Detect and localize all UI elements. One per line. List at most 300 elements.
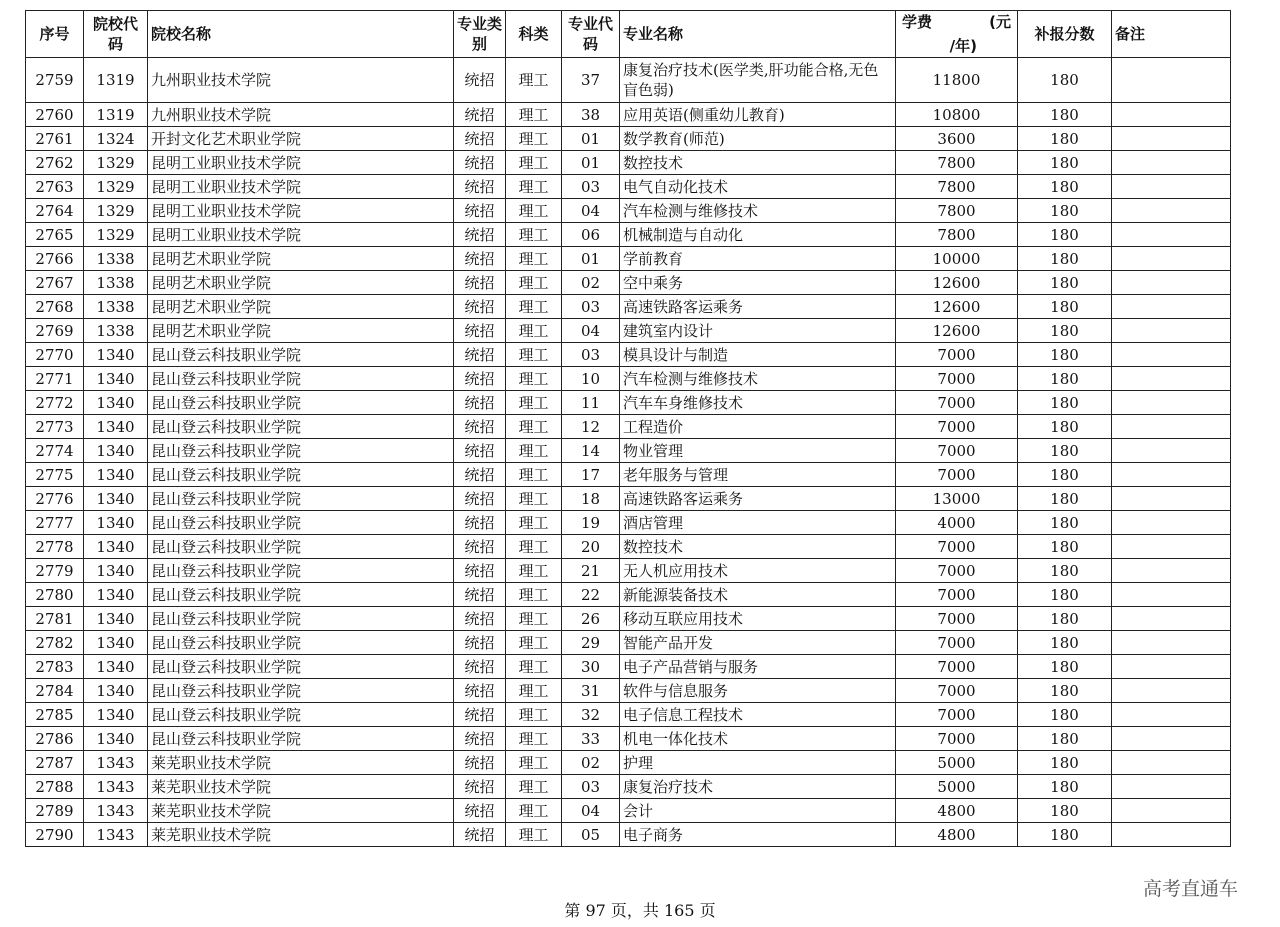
- cell-major-name: 康复治疗技术: [620, 775, 896, 799]
- cell-major-type: 统招: [454, 703, 506, 727]
- cell-fee: 7800: [896, 175, 1018, 199]
- cell-remark: [1112, 58, 1231, 103]
- header-score: 补报分数: [1018, 11, 1112, 58]
- cell-school-code: 1340: [84, 679, 148, 703]
- header-major-code: 专业代码: [562, 11, 620, 58]
- cell-school-name: 昆明艺术职业学院: [148, 271, 454, 295]
- cell-seq: 2759: [26, 58, 84, 103]
- cell-major-name: 高速铁路客运乘务: [620, 295, 896, 319]
- cell-major-name: 应用英语(侧重幼儿教育): [620, 103, 896, 127]
- cell-seq: 2778: [26, 535, 84, 559]
- cell-major-type: 统招: [454, 751, 506, 775]
- cell-school-code: 1338: [84, 295, 148, 319]
- cell-seq: 2761: [26, 127, 84, 151]
- header-fee-label: 学费: [902, 13, 933, 31]
- cell-seq: 2780: [26, 583, 84, 607]
- cell-score: 180: [1018, 823, 1112, 847]
- cell-major-name: 高速铁路客运乘务: [620, 487, 896, 511]
- cell-school-code: 1340: [84, 655, 148, 679]
- cell-major-type: 统招: [454, 295, 506, 319]
- cell-category: 理工: [506, 823, 562, 847]
- table-row: [26, 439, 1231, 463]
- header-fee: [896, 11, 1018, 58]
- cell-major-type: 统招: [454, 631, 506, 655]
- cell-remark: [1112, 103, 1231, 127]
- cell-score: 180: [1018, 631, 1112, 655]
- cell-seq: 2769: [26, 319, 84, 343]
- cell-school-code: 1329: [84, 175, 148, 199]
- table-row: [26, 535, 1231, 559]
- cell-category: 理工: [506, 799, 562, 823]
- cell-score: 180: [1018, 799, 1112, 823]
- cell-fee: 7000: [896, 367, 1018, 391]
- cell-major-code: 21: [562, 559, 620, 583]
- cell-remark: [1112, 727, 1231, 751]
- cell-category: 理工: [506, 58, 562, 103]
- cell-fee: 12600: [896, 295, 1018, 319]
- header-category: 科类: [506, 11, 562, 58]
- cell-score: 180: [1018, 487, 1112, 511]
- cell-major-code: 04: [562, 199, 620, 223]
- cell-major-type: 统招: [454, 439, 506, 463]
- cell-remark: [1112, 703, 1231, 727]
- table-row: [26, 103, 1231, 127]
- table-row: [26, 247, 1231, 271]
- table-row: [26, 775, 1231, 799]
- cell-score: 180: [1018, 583, 1112, 607]
- cell-score: 180: [1018, 679, 1112, 703]
- cell-remark: [1112, 127, 1231, 151]
- cell-fee: 3600: [896, 127, 1018, 151]
- cell-remark: [1112, 223, 1231, 247]
- cell-school-name: 昆山登云科技职业学院: [148, 463, 454, 487]
- cell-school-code: 1324: [84, 127, 148, 151]
- cell-school-code: 1340: [84, 487, 148, 511]
- cell-major-code: 38: [562, 103, 620, 127]
- cell-major-code: 01: [562, 151, 620, 175]
- cell-seq: 2775: [26, 463, 84, 487]
- cell-school-name: 昆山登云科技职业学院: [148, 583, 454, 607]
- cell-major-type: 统招: [454, 415, 506, 439]
- cell-fee: 5000: [896, 775, 1018, 799]
- cell-major-name: 电子商务: [620, 823, 896, 847]
- cell-fee: 7800: [896, 199, 1018, 223]
- table-row: [26, 751, 1231, 775]
- cell-seq: 2784: [26, 679, 84, 703]
- cell-score: 180: [1018, 415, 1112, 439]
- table-row: [26, 319, 1231, 343]
- cell-major-type: 统招: [454, 511, 506, 535]
- cell-school-name: 昆山登云科技职业学院: [148, 367, 454, 391]
- cell-major-code: 33: [562, 727, 620, 751]
- table-row: [26, 223, 1231, 247]
- cell-major-type: 统招: [454, 151, 506, 175]
- cell-remark: [1112, 295, 1231, 319]
- cell-major-code: 17: [562, 463, 620, 487]
- cell-seq: 2777: [26, 511, 84, 535]
- cell-school-code: 1340: [84, 415, 148, 439]
- cell-seq: 2789: [26, 799, 84, 823]
- cell-school-name: 昆山登云科技职业学院: [148, 679, 454, 703]
- cell-school-name: 莱芜职业技术学院: [148, 751, 454, 775]
- cell-remark: [1112, 175, 1231, 199]
- cell-major-code: 12: [562, 415, 620, 439]
- table-row: [26, 415, 1231, 439]
- cell-fee: 7800: [896, 151, 1018, 175]
- cell-category: 理工: [506, 415, 562, 439]
- cell-seq: 2783: [26, 655, 84, 679]
- cell-category: 理工: [506, 103, 562, 127]
- cell-major-type: 统招: [454, 391, 506, 415]
- cell-category: 理工: [506, 655, 562, 679]
- cell-category: 理工: [506, 511, 562, 535]
- cell-remark: [1112, 607, 1231, 631]
- page-footer: 第 97 页，共 165 页: [564, 901, 716, 920]
- cell-category: 理工: [506, 583, 562, 607]
- table-row: [26, 487, 1231, 511]
- cell-fee: 4800: [896, 799, 1018, 823]
- table-row: [26, 559, 1231, 583]
- cell-major-code: 03: [562, 775, 620, 799]
- table-row: [26, 607, 1231, 631]
- cell-fee: 4000: [896, 511, 1018, 535]
- cell-seq: 2779: [26, 559, 84, 583]
- cell-major-name: 老年服务与管理: [620, 463, 896, 487]
- cell-major-name: 无人机应用技术: [620, 559, 896, 583]
- cell-fee: 7000: [896, 343, 1018, 367]
- cell-seq: 2787: [26, 751, 84, 775]
- cell-remark: [1112, 199, 1231, 223]
- cell-remark: [1112, 535, 1231, 559]
- table-row: [26, 343, 1231, 367]
- cell-category: 理工: [506, 199, 562, 223]
- cell-category: 理工: [506, 247, 562, 271]
- cell-school-code: 1340: [84, 583, 148, 607]
- cell-score: 180: [1018, 703, 1112, 727]
- cell-seq: 2790: [26, 823, 84, 847]
- cell-major-code: 30: [562, 655, 620, 679]
- table-row: [26, 463, 1231, 487]
- cell-score: 180: [1018, 247, 1112, 271]
- cell-major-name: 学前教育: [620, 247, 896, 271]
- cell-school-name: 昆山登云科技职业学院: [148, 391, 454, 415]
- cell-school-name: 昆山登云科技职业学院: [148, 439, 454, 463]
- cell-major-name: 建筑室内设计: [620, 319, 896, 343]
- table-row: [26, 295, 1231, 319]
- cell-seq: 2774: [26, 439, 84, 463]
- cell-seq: 2782: [26, 631, 84, 655]
- cell-major-type: 统招: [454, 679, 506, 703]
- cell-major-code: 31: [562, 679, 620, 703]
- cell-category: 理工: [506, 391, 562, 415]
- cell-score: 180: [1018, 127, 1112, 151]
- cell-major-type: 统招: [454, 343, 506, 367]
- cell-remark: [1112, 463, 1231, 487]
- cell-major-type: 统招: [454, 583, 506, 607]
- cell-major-type: 统招: [454, 727, 506, 751]
- table-row: [26, 151, 1231, 175]
- cell-major-code: 20: [562, 535, 620, 559]
- table-row: [26, 799, 1231, 823]
- cell-major-type: 统招: [454, 199, 506, 223]
- cell-major-code: 04: [562, 319, 620, 343]
- cell-fee: 7000: [896, 607, 1018, 631]
- cell-major-name: 工程造价: [620, 415, 896, 439]
- cell-major-name: 汽车车身维修技术: [620, 391, 896, 415]
- cell-major-code: 37: [562, 58, 620, 103]
- table-row: [26, 631, 1231, 655]
- header-remark: 备注: [1112, 11, 1231, 58]
- cell-school-code: 1338: [84, 319, 148, 343]
- cell-fee: 4800: [896, 823, 1018, 847]
- cell-score: 180: [1018, 367, 1112, 391]
- cell-category: 理工: [506, 295, 562, 319]
- cell-remark: [1112, 439, 1231, 463]
- cell-school-name: 开封文化艺术职业学院: [148, 127, 454, 151]
- cell-fee: 11800: [896, 58, 1018, 103]
- cell-seq: 2770: [26, 343, 84, 367]
- cell-seq: 2785: [26, 703, 84, 727]
- cell-remark: [1112, 151, 1231, 175]
- cell-major-name: 电子产品营销与服务: [620, 655, 896, 679]
- cell-fee: 7000: [896, 439, 1018, 463]
- cell-category: 理工: [506, 775, 562, 799]
- cell-school-code: 1338: [84, 247, 148, 271]
- cell-major-code: 29: [562, 631, 620, 655]
- cell-score: 180: [1018, 511, 1112, 535]
- cell-category: 理工: [506, 439, 562, 463]
- cell-school-code: 1343: [84, 823, 148, 847]
- cell-fee: 7000: [896, 679, 1018, 703]
- table-row: [26, 583, 1231, 607]
- cell-major-name: 模具设计与制造: [620, 343, 896, 367]
- cell-score: 180: [1018, 58, 1112, 103]
- table-row: [26, 367, 1231, 391]
- cell-school-name: 昆山登云科技职业学院: [148, 607, 454, 631]
- cell-seq: 2762: [26, 151, 84, 175]
- cell-category: 理工: [506, 727, 562, 751]
- cell-score: 180: [1018, 319, 1112, 343]
- cell-school-name: 九州职业技术学院: [148, 103, 454, 127]
- cell-score: 180: [1018, 439, 1112, 463]
- cell-fee: 7000: [896, 727, 1018, 751]
- cell-school-code: 1329: [84, 199, 148, 223]
- cell-school-code: 1343: [84, 799, 148, 823]
- cell-major-code: 22: [562, 583, 620, 607]
- cell-major-type: 统招: [454, 367, 506, 391]
- cell-remark: [1112, 415, 1231, 439]
- cell-school-code: 1340: [84, 535, 148, 559]
- cell-major-code: 01: [562, 247, 620, 271]
- cell-major-type: 统招: [454, 535, 506, 559]
- cell-seq: 2765: [26, 223, 84, 247]
- cell-category: 理工: [506, 175, 562, 199]
- cell-seq: 2771: [26, 367, 84, 391]
- cell-remark: [1112, 751, 1231, 775]
- cell-major-code: 02: [562, 751, 620, 775]
- cell-major-code: 03: [562, 343, 620, 367]
- cell-school-name: 昆山登云科技职业学院: [148, 487, 454, 511]
- cell-major-type: 统招: [454, 175, 506, 199]
- cell-major-type: 统招: [454, 223, 506, 247]
- cell-school-code: 1340: [84, 511, 148, 535]
- header-school-name: 院校名称: [148, 11, 454, 58]
- cell-seq: 2760: [26, 103, 84, 127]
- cell-major-code: 26: [562, 607, 620, 631]
- cell-fee: 12600: [896, 271, 1018, 295]
- cell-seq: 2772: [26, 391, 84, 415]
- cell-major-name: 新能源装备技术: [620, 583, 896, 607]
- cell-school-code: 1340: [84, 463, 148, 487]
- cell-score: 180: [1018, 343, 1112, 367]
- cell-score: 180: [1018, 271, 1112, 295]
- cell-score: 180: [1018, 391, 1112, 415]
- cell-major-code: 01: [562, 127, 620, 151]
- cell-school-name: 昆明艺术职业学院: [148, 319, 454, 343]
- cell-score: 180: [1018, 463, 1112, 487]
- cell-school-name: 莱芜职业技术学院: [148, 775, 454, 799]
- cell-school-code: 1319: [84, 103, 148, 127]
- cell-major-name: 机电一体化技术: [620, 727, 896, 751]
- cell-fee: 7000: [896, 559, 1018, 583]
- table-row: [26, 391, 1231, 415]
- cell-major-code: 02: [562, 271, 620, 295]
- cell-major-type: 统招: [454, 487, 506, 511]
- cell-category: 理工: [506, 487, 562, 511]
- cell-major-code: 14: [562, 439, 620, 463]
- cell-school-name: 昆明工业职业技术学院: [148, 175, 454, 199]
- cell-fee: 7000: [896, 535, 1018, 559]
- cell-school-name: 昆山登云科技职业学院: [148, 727, 454, 751]
- cell-fee: 7000: [896, 463, 1018, 487]
- cell-major-name: 汽车检测与维修技术: [620, 199, 896, 223]
- cell-category: 理工: [506, 679, 562, 703]
- table-row: [26, 199, 1231, 223]
- cell-remark: [1112, 559, 1231, 583]
- cell-remark: [1112, 271, 1231, 295]
- cell-category: 理工: [506, 319, 562, 343]
- cell-major-code: 06: [562, 223, 620, 247]
- cell-category: 理工: [506, 631, 562, 655]
- cell-major-code: 03: [562, 295, 620, 319]
- cell-seq: 2773: [26, 415, 84, 439]
- cell-major-type: 统招: [454, 319, 506, 343]
- cell-school-name: 九州职业技术学院: [148, 58, 454, 103]
- cell-major-name: 会计: [620, 799, 896, 823]
- table-row: [26, 58, 1231, 103]
- cell-major-name: 护理: [620, 751, 896, 775]
- cell-score: 180: [1018, 199, 1112, 223]
- cell-school-code: 1340: [84, 439, 148, 463]
- cell-remark: [1112, 583, 1231, 607]
- cell-major-type: 统招: [454, 823, 506, 847]
- cell-category: 理工: [506, 559, 562, 583]
- cell-school-code: 1340: [84, 367, 148, 391]
- cell-school-code: 1340: [84, 631, 148, 655]
- header-major-type: 专业类别: [454, 11, 506, 58]
- cell-fee: 7000: [896, 391, 1018, 415]
- cell-remark: [1112, 391, 1231, 415]
- cell-major-type: 统招: [454, 127, 506, 151]
- cell-major-type: 统招: [454, 103, 506, 127]
- cell-category: 理工: [506, 463, 562, 487]
- cell-seq: 2768: [26, 295, 84, 319]
- cell-remark: [1112, 319, 1231, 343]
- cell-score: 180: [1018, 103, 1112, 127]
- cell-school-name: 昆明艺术职业学院: [148, 247, 454, 271]
- cell-major-name: 数控技术: [620, 151, 896, 175]
- cell-school-code: 1340: [84, 559, 148, 583]
- cell-remark: [1112, 247, 1231, 271]
- cell-category: 理工: [506, 127, 562, 151]
- cell-major-code: 11: [562, 391, 620, 415]
- cell-school-name: 昆明工业职业技术学院: [148, 199, 454, 223]
- cell-school-code: 1329: [84, 223, 148, 247]
- cell-major-type: 统招: [454, 247, 506, 271]
- cell-school-code: 1340: [84, 391, 148, 415]
- cell-school-name: 昆山登云科技职业学院: [148, 511, 454, 535]
- cell-major-name: 空中乘务: [620, 271, 896, 295]
- admissions-table: [25, 10, 1231, 847]
- cell-score: 180: [1018, 727, 1112, 751]
- cell-major-code: 18: [562, 487, 620, 511]
- cell-school-name: 昆山登云科技职业学院: [148, 631, 454, 655]
- table-row: [26, 127, 1231, 151]
- cell-fee: 5000: [896, 751, 1018, 775]
- cell-major-name: 电气自动化技术: [620, 175, 896, 199]
- cell-school-code: 1340: [84, 703, 148, 727]
- cell-major-name: 机械制造与自动化: [620, 223, 896, 247]
- cell-remark: [1112, 679, 1231, 703]
- cell-category: 理工: [506, 751, 562, 775]
- cell-score: 180: [1018, 223, 1112, 247]
- cell-remark: [1112, 487, 1231, 511]
- cell-category: 理工: [506, 367, 562, 391]
- cell-category: 理工: [506, 535, 562, 559]
- cell-remark: [1112, 799, 1231, 823]
- cell-school-code: 1338: [84, 271, 148, 295]
- cell-fee: 10800: [896, 103, 1018, 127]
- cell-major-name: 物业管理: [620, 439, 896, 463]
- header-fee-unit-open: (元: [989, 13, 1011, 31]
- cell-major-type: 统招: [454, 58, 506, 103]
- cell-major-name: 软件与信息服务: [620, 679, 896, 703]
- cell-fee: 10000: [896, 247, 1018, 271]
- cell-score: 180: [1018, 535, 1112, 559]
- cell-fee: 7800: [896, 223, 1018, 247]
- cell-major-name: 移动互联应用技术: [620, 607, 896, 631]
- cell-school-name: 昆山登云科技职业学院: [148, 343, 454, 367]
- cell-major-type: 统招: [454, 271, 506, 295]
- cell-fee: 7000: [896, 655, 1018, 679]
- cell-fee: 7000: [896, 583, 1018, 607]
- cell-score: 180: [1018, 295, 1112, 319]
- cell-fee: 13000: [896, 487, 1018, 511]
- table-row: [26, 727, 1231, 751]
- cell-school-name: 昆明艺术职业学院: [148, 295, 454, 319]
- table-row: [26, 511, 1231, 535]
- cell-category: 理工: [506, 607, 562, 631]
- cell-school-code: 1340: [84, 727, 148, 751]
- cell-fee: 7000: [896, 415, 1018, 439]
- cell-remark: [1112, 655, 1231, 679]
- cell-remark: [1112, 343, 1231, 367]
- cell-major-code: 10: [562, 367, 620, 391]
- cell-school-code: 1343: [84, 775, 148, 799]
- table-row: [26, 655, 1231, 679]
- cell-major-name: 智能产品开发: [620, 631, 896, 655]
- cell-major-name: 电子信息工程技术: [620, 703, 896, 727]
